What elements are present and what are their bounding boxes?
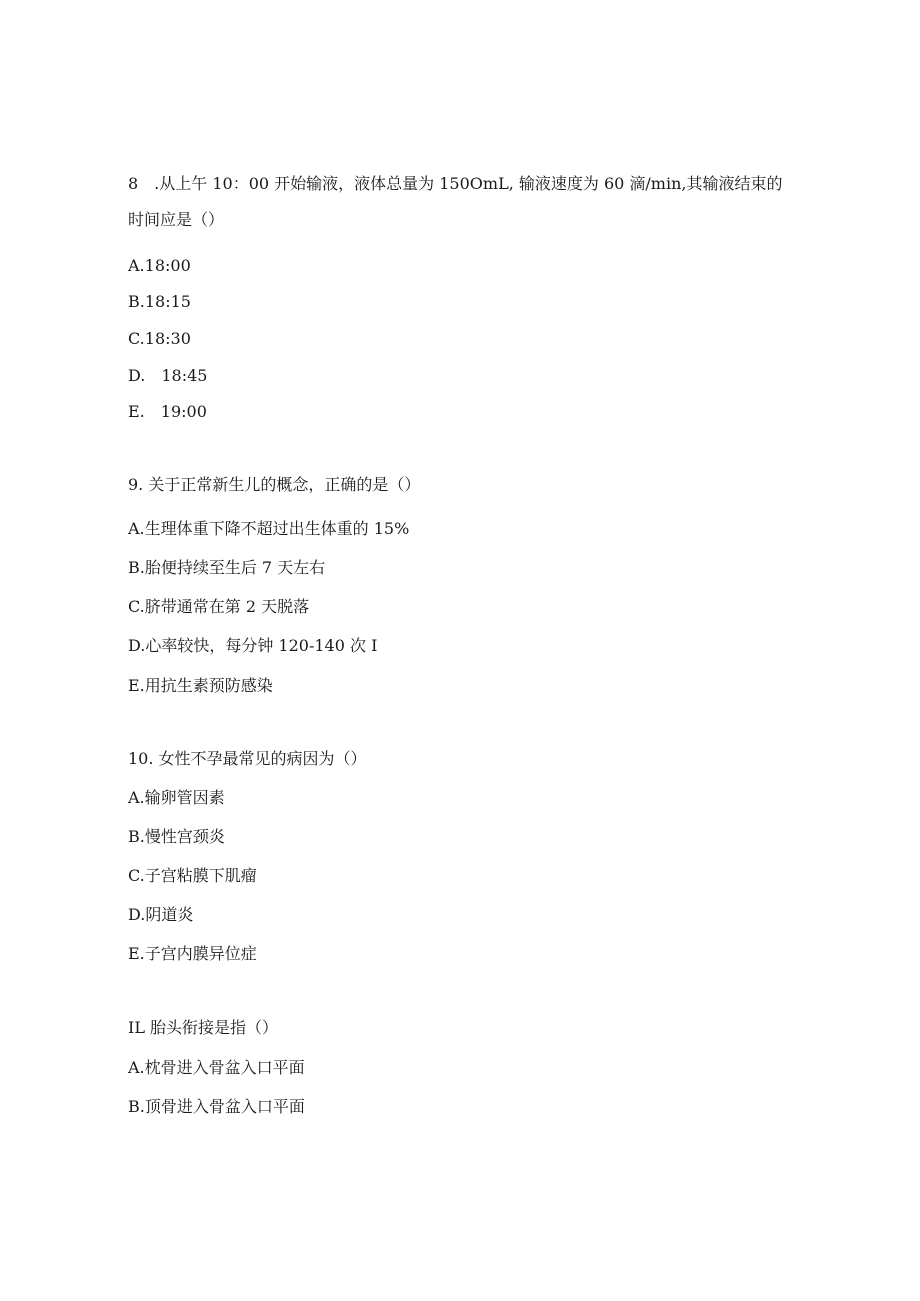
question-8-option-a: A.18:00	[128, 256, 191, 275]
question-9-option-d: D.心率较快，每分钟 120-140 次 I	[128, 636, 378, 655]
question-10-option-c: C.子宫粘膜下肌瘤	[128, 866, 257, 885]
question-8-option-d: D. 18:45	[128, 366, 208, 385]
question-10-option-d: D.阴道炎	[128, 905, 194, 924]
question-8-stem-line-2: 时间应是（）	[128, 210, 225, 229]
question-11-option-a: A.枕骨进入骨盆入口平面	[128, 1058, 305, 1077]
question-8-option-b: B.18:15	[128, 292, 191, 311]
question-11-stem: IL 胎头衔接是指（）	[128, 1018, 279, 1037]
question-11-option-b: B.顶骨进入骨盆入口平面	[128, 1097, 305, 1116]
question-8-option-e: E. 19:00	[128, 402, 207, 421]
question-8-option-c: C.18:30	[128, 329, 191, 348]
question-9-stem: 9. 关于正常新生儿的概念，正确的是（）	[128, 475, 421, 494]
question-9-option-a: A.生理体重下降不超过出生体重的 15%	[128, 519, 410, 538]
question-9-option-e: E.用抗生素预防感染	[128, 676, 273, 695]
question-10-option-a: A.输卵管因素	[128, 788, 225, 807]
question-10-option-e: E.子宫内膜异位症	[128, 944, 257, 963]
question-8-stem-line-1: 8 .从上午 10：00 开始输液，液体总量为 150OmL, 输液速度为 60 滴/min,其输液结束的	[128, 174, 783, 193]
question-9-option-b: B.胎便持续至生后 7 天左右	[128, 558, 326, 577]
question-10-stem: 10. 女性不孕最常见的病因为（）	[128, 749, 367, 768]
question-9-option-c: C.脐带通常在第 2 天脱落	[128, 597, 310, 616]
question-10-option-b: B.慢性宫颈炎	[128, 827, 225, 846]
